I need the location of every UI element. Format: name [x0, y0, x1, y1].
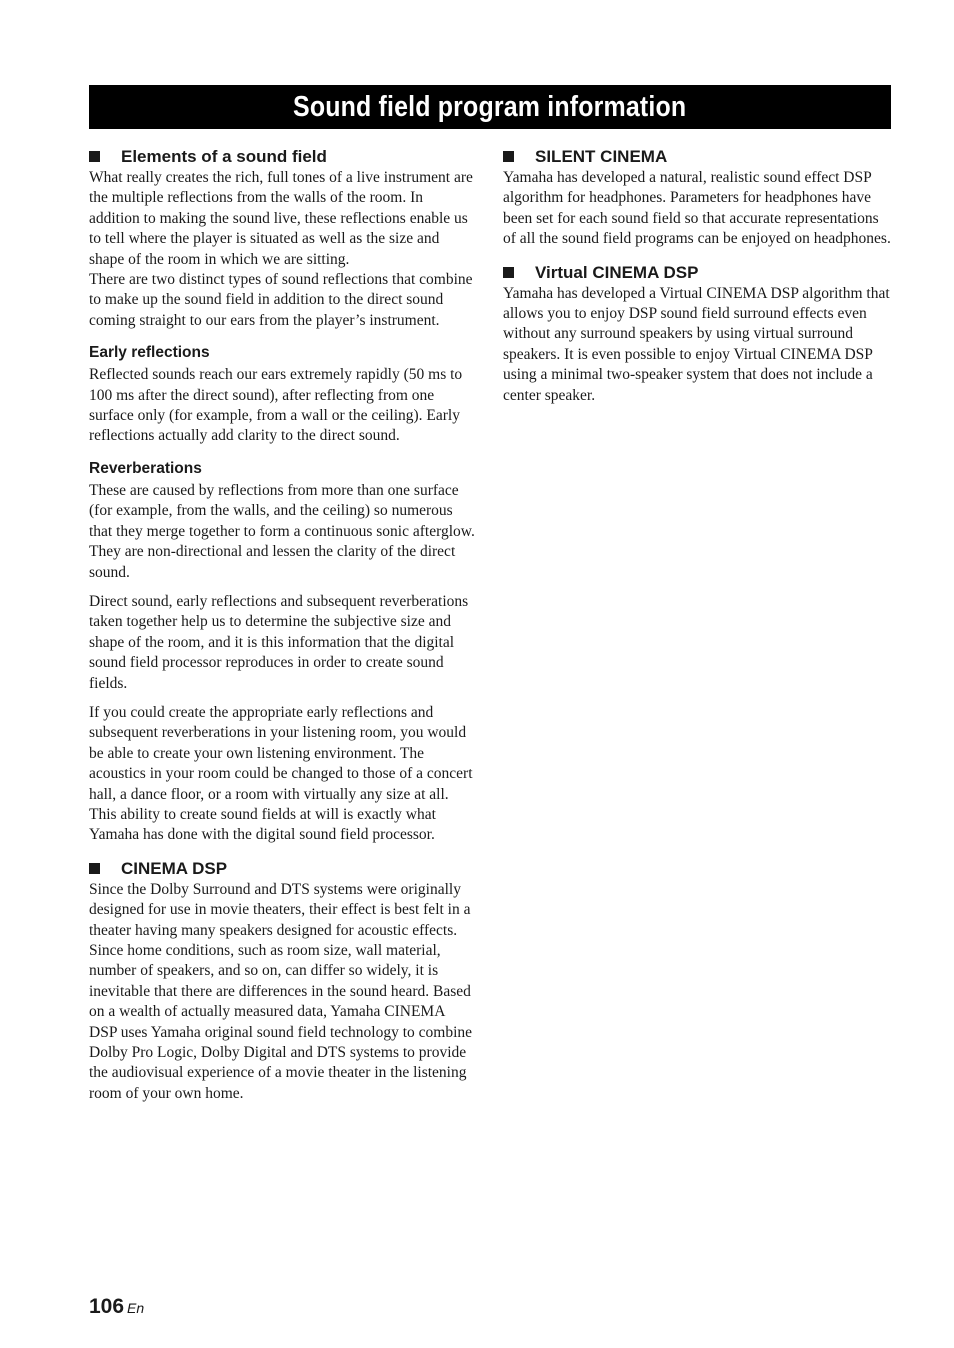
paragraph: Yamaha has developed a Virtual CINEMA DSP algorithm that allows you to enjoy DSP sound field surround effects even without any surround speakers by using virtual surround speakers. It is even possible to enjoy Virtual CINEMA DSP using a minimal two-speaker system that does not include a center speaker.: [503, 284, 890, 404]
paragraph: Since the Dolby Surround and DTS systems were originally designed for use in movie theaters, their effect is best felt in a theater having many speakers designed for acoustic effects. Since home conditions, such as room size, wall material, number of speakers, and so on, can differ so widely, it is inevitable that there are differences in the sound heard. Based on a wealth of actually measured data, Yamaha CINEMA DSP uses Yamaha original sound field technology to combine Dolby Pro Logic, Dolby Digital and DTS systems to provide the audiovisual experience of a movie theater in the listening room of your own home.: [89, 880, 473, 1102]
subheading-early-reflections: Early reflections: [89, 344, 210, 362]
page-title-text: Sound field program information: [293, 91, 687, 123]
paragraph: Yamaha has developed a natural, realistic sound effect DSP algorithm for headphones. Parameters for headphones have been set for each sound field so that accurate representations of all the sound field programs can be enjoyed on headphones.: [503, 169, 891, 248]
section-heading-text: SILENT CINEMA: [535, 147, 668, 166]
section-heading-text: CINEMA DSP: [121, 858, 228, 878]
section-heading-silent-cinema: [503, 146, 891, 167]
page-number: 106: [89, 1295, 125, 1318]
subheading-reverberations: Reverberations: [89, 459, 202, 477]
left-column: [89, 146, 475, 1104]
page-footer: [89, 1295, 144, 1319]
square-bullet-icon: [89, 151, 100, 162]
section-heading-text: Elements of a sound field: [121, 147, 327, 166]
square-bullet-icon: [89, 863, 100, 874]
paragraph: Direct sound, early reflections and subsequent reverberations taken together help us to determine the subjective size and shape of the room, and it is this information that the digital sound field processor reproduces in order to create sound fields.: [89, 592, 469, 692]
section-heading-elements: [89, 146, 475, 167]
section-heading-text: Virtual CINEMA DSP: [535, 262, 699, 282]
section-heading-virtual-cinema-dsp: [503, 262, 891, 283]
square-bullet-icon: [503, 267, 514, 278]
paragraph: If you could create the appropriate early reflections and subsequent reverberations in your listening room, you would be able to create your own listening environment. The acoustics in your room could be changed to those of a concert hall, a dance floor, or a room with virtually any size at all. This ability to create sound fields at will is exactly what Yamaha has done with the digital sound field processor.: [89, 703, 473, 844]
paragraph: There are two distinct types of sound reflections that combine to make up the sound field in addition to the direct sound coming straight to our ears from the player’s instrument.: [89, 271, 473, 329]
section-heading-cinema-dsp: [89, 858, 475, 879]
page-language: En: [127, 1300, 145, 1316]
square-bullet-icon: [503, 151, 514, 162]
page-title: [89, 85, 891, 129]
paragraph: What really creates the rich, full tones of a live instrument are the multiple reflections from the walls of the room. In addition to making the sound live, these reflections enable us to tell where the player is situated as well as the size and shape of the room in which we are sitting.: [89, 169, 473, 268]
paragraph: Reflected sounds reach our ears extremely rapidly (50 ms to 100 ms after the direct sound), after reflecting from one surface only (for example, from a wall or the ceiling). Early reflections actually add clarity to the direct sound.: [89, 366, 463, 445]
paragraph: These are caused by reflections from more than one surface (for example, from the walls, and the ceiling) so numerous that they merge together to form a continuous sonic afterglow. They are non-directional and lessen the clarity of the direct sound.: [89, 481, 475, 581]
right-column: [503, 146, 891, 406]
